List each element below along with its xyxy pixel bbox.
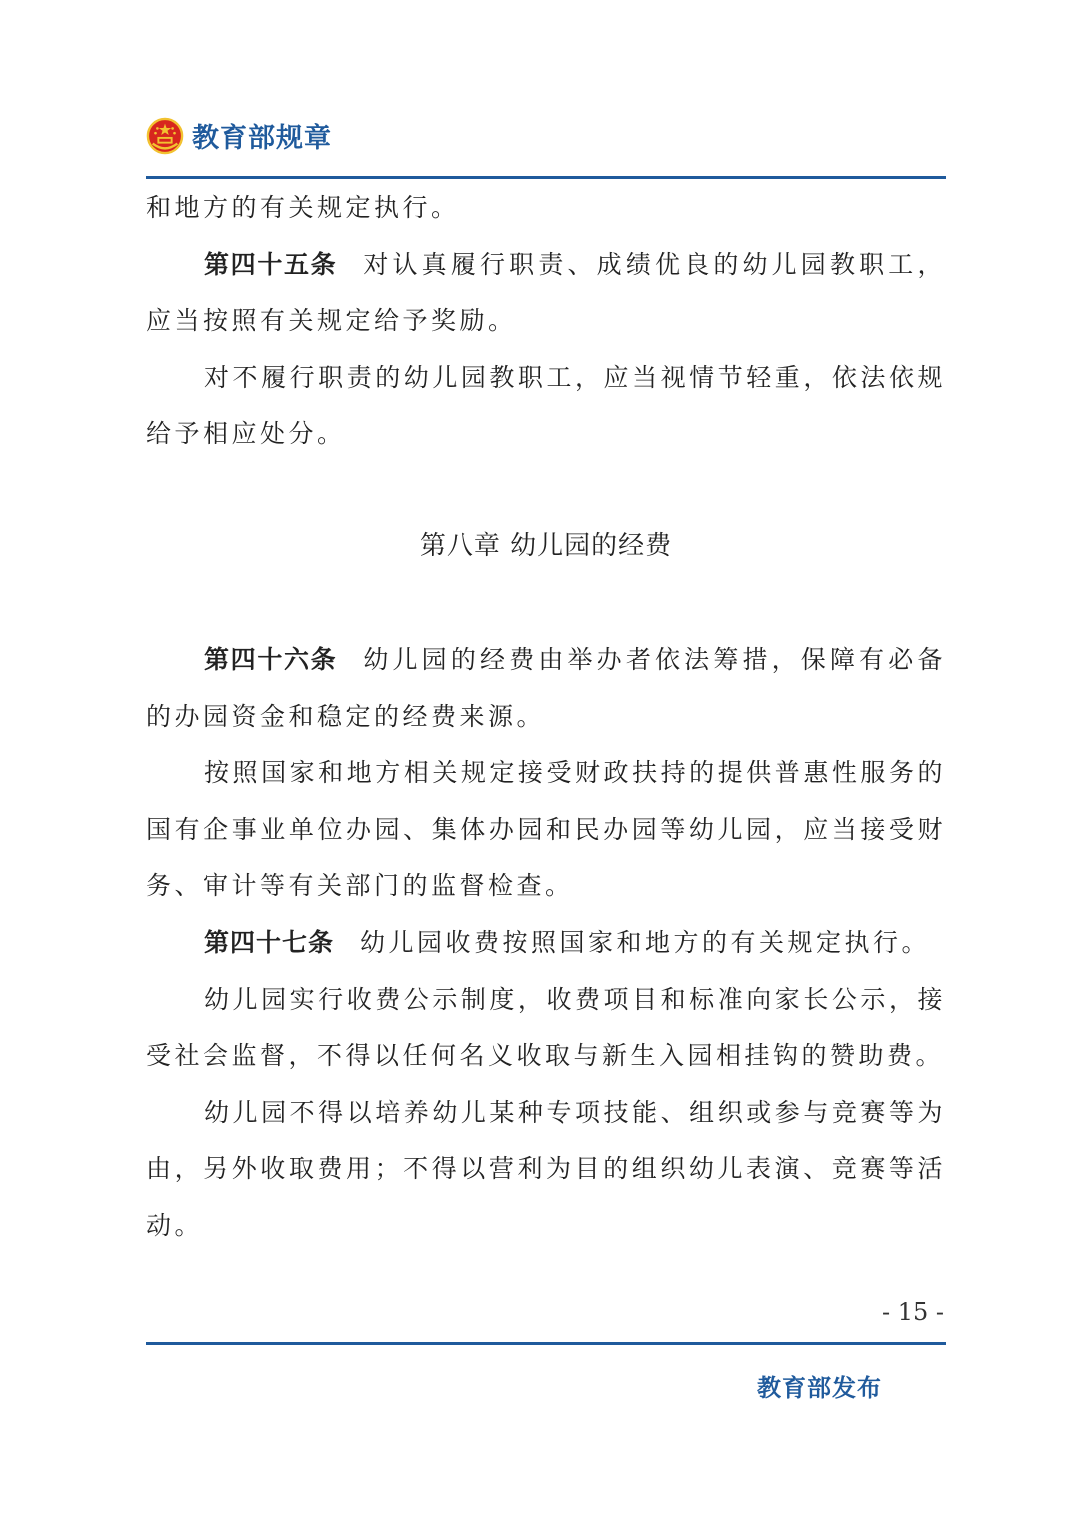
footer-divider (146, 1342, 946, 1345)
footer-publisher: 教育部发布 (757, 1374, 882, 1402)
article-45 (146, 237, 946, 350)
article-46-paragraph-2: 按照国家和地方相关规定接受财政扶持的提供普惠性服务的国有企事业单位办园、集体办园和民办园等幼儿园，应当接受财务、审计等有关部门的监督检查。 (146, 758, 946, 901)
article-47 (146, 915, 946, 972)
section-text-bottom (146, 632, 946, 1255)
national-emblem-icon (146, 117, 184, 155)
article-text: 幼儿园的经费由举办者依法筹措，保障有必备的办园资金和稳定的经费来源。 (146, 645, 946, 731)
chapter-heading: 第八章 幼儿园的经费 (419, 531, 673, 561)
section-text-top (146, 180, 946, 463)
article-label: 第四十七条 (204, 927, 335, 957)
article-47-paragraph-2: 幼儿园实行收费公示制度，收费项目和标准向家长公示，接受社会监督，不得以任何名义收取与新生入园相挂钩的赞助费。 (146, 984, 946, 1071)
article-text: 对认真履行职责、成绩优良的幼儿园教职工，应当按照有关规定给予奖励。 (146, 249, 946, 336)
article-text: 幼儿园收费按照国家和地方的有关规定执行。 (360, 927, 931, 957)
page-number: - 15 - (881, 1298, 944, 1326)
header-divider (146, 176, 946, 179)
article-45-paragraph-2: 对不履行职责的幼儿园教职工，应当视情节轻重，依法依规给予相应处分。 (146, 362, 946, 449)
page-header (146, 116, 332, 155)
article-label: 第四十六条 (204, 645, 338, 674)
continuation-paragraph: 和地方的有关规定执行。 (146, 193, 460, 222)
article-label: 第四十五条 (204, 249, 338, 279)
article-47-paragraph-3: 幼儿园不得以培养幼儿某种专项技能、组织或参与竞赛等为由，另外收取费用；不得以营利为目的组织幼儿表演、竞赛等活动。 (146, 1097, 946, 1240)
header-title: 教育部规章 (192, 123, 332, 154)
article-46 (146, 632, 946, 745)
